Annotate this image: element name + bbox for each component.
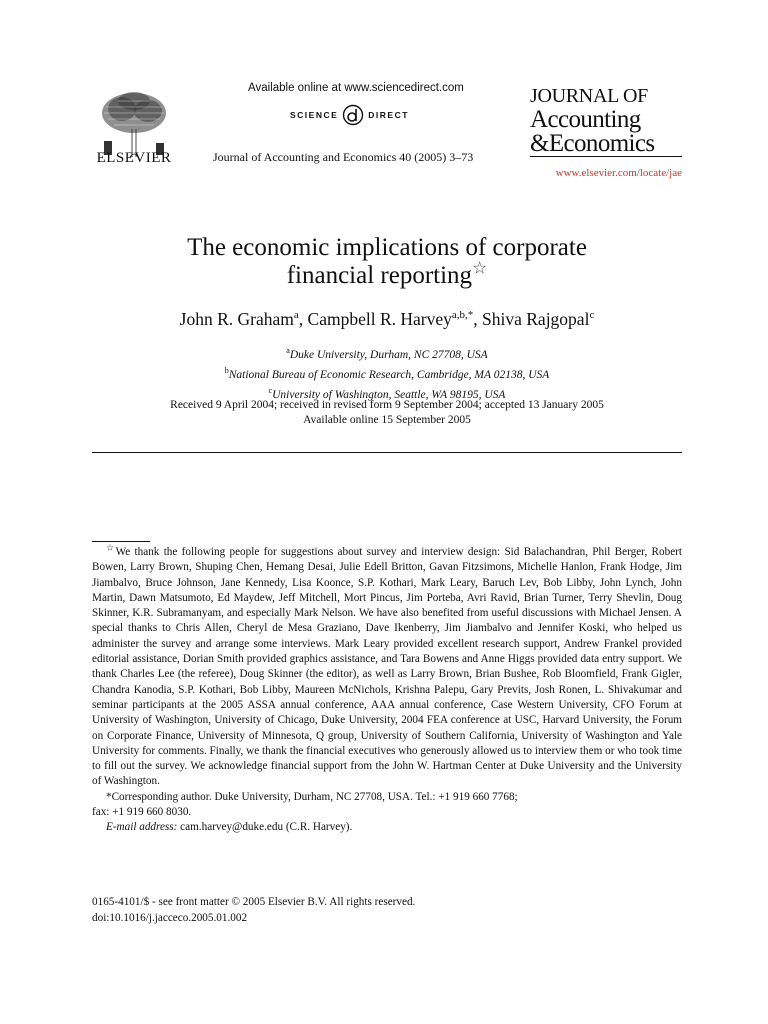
- article-history: [92, 398, 682, 428]
- journal-logo-line1: JOURNAL OF: [530, 85, 648, 107]
- corresponding-author-footnote: *Corresponding author. Duke University, Durham, NC 27708, USA. Tel.: +1 919 660 7768;: [106, 790, 518, 803]
- affiliation-text: University of Washington, Seattle, WA 98195, USA: [272, 388, 506, 401]
- sd-left-text: SCIENCE: [290, 110, 339, 120]
- footnote-star-icon: ☆: [106, 542, 116, 553]
- available-online-date: Available online 15 September 2005: [303, 414, 471, 426]
- title-footnote-mark[interactable]: ☆: [472, 258, 488, 278]
- sciencedirect-d-icon: [342, 104, 364, 126]
- article-title: [92, 234, 682, 290]
- copyright-line: 0165-4101/$ - see front matter © 2005 Elsevier B.V. All rights reserved.: [92, 896, 416, 908]
- affiliation-line: [92, 343, 682, 363]
- journal-logo-rule: [530, 156, 682, 157]
- journal-logo: [530, 86, 690, 156]
- affiliation-text: Duke University, Durham, NC 27708, USA: [289, 348, 488, 361]
- journal-url-link[interactable]: www.elsevier.com/locate/jae: [555, 167, 682, 179]
- journal-logo-line2: Accounting: [530, 106, 641, 133]
- author-sup[interactable]: c: [589, 309, 595, 322]
- author-sup[interactable]: a: [293, 309, 299, 322]
- title-line2-wrap: [92, 258, 682, 290]
- author-name: John R. Graham: [179, 309, 294, 329]
- publisher-name: ELSEVIER: [96, 150, 172, 166]
- email-footnote: [92, 820, 682, 835]
- affiliation-sup: a: [286, 346, 290, 355]
- affiliation-sup: c: [268, 385, 273, 395]
- author-sup[interactable]: a,b,*: [451, 309, 474, 322]
- title-line1: The economic implications of corporate: [187, 234, 587, 261]
- sciencedirect-logo: [290, 104, 409, 126]
- journal-logo-line3: &Economics: [530, 130, 655, 157]
- affiliation-line: [92, 363, 682, 383]
- fax-line: fax: +1 919 660 8030.: [92, 806, 192, 819]
- affiliation-text: National Bureau of Economic Research, Cambridge, MA 02138, USA: [228, 368, 550, 381]
- affiliations: [92, 343, 682, 402]
- email-value[interactable]: cam.harvey@duke.edu (C.R. Harvey).: [180, 821, 353, 834]
- author-name: Campbell R. Harvey: [307, 309, 452, 329]
- footnotes: [92, 542, 682, 836]
- author-list: John R. Graham$^a$, Campbell R. Harvey$^{a,b,*}$, Shiva Rajgopal$^c$: [179, 309, 595, 329]
- acknowledgments-text: We thank the following people for suggestions about survey and interview design: Sid Balachandran, Phil Berger, Robert Bowen, Larry Brown, Shuping Chen, Hemang Desai, Julie Edell Britton, Gavan Fitzsimons, Michelle Hanlon, Frank Hodge, Jim Jiambalvo, Bruce Johnson, Jane Kennedy, Lisa Koonce, S.P. Kothari, Mark Leary, Baruch Lev, Bob Libby, John Lynch, John Martin, Dawn Matsumoto, Ed Maydew, Jeff Mitchell, Mort Pincus, Jim Porteba, Avri Ravid, Brian Turner, Terry Shevlin, Doug Skinner, K.R. Subramanyam, and especially Mark Nelson. We have also benefited from useful discussions with Michael Jensen. A special thanks to Chris Allen, Cheryl de Mesa Graziano, Dave Ikenberry, Jim Jiambalvo and Jennifer Koski, who helped us administer the survey and arrange some interviews. Mark Leary provided excellent research support, Andrew Frankel provided editorial assistance, Dorian Smith provided graphics assistance, and Tara Bowens and Anne Higgs provided data entry support. We thank Charles Lee (the referee), Doug Skinner (the editor), as well as Larry Brown, Brian Bushee, Rob Bloomfield, Frank Gigler, Chandra Kanodia, S.P. Kothari, Bob Libby, Maureen McNichols, Krishna Palepu, Gary Previts, Josh Ronen, L. Shivakumar and seminar participants at the 2005 ASSA annual conference, AAA annual conference, Case Western University, CFO Forum at University of Washington, University of Chicago, Duke University, 2004 FEA conference at USC, Harvard University, the Forum on Corporate Finance, University of Minnesota, Q group, University of Southern California, University of Washington and Yale University for comments. Finally, we thank the financial executives who generously allowed us to interview them or who took time to fill out the survey. We acknowledge financial support from the John W. Hartman Center at Duke University and the University of Washington.: [92, 546, 682, 788]
- author-name: Shiva Rajgopal: [482, 309, 590, 329]
- section-divider: [92, 452, 682, 453]
- affiliation-sup: b: [224, 365, 229, 375]
- doi-line[interactable]: doi:10.1016/j.jacceco.2005.01.002: [92, 911, 248, 924]
- title-line2: financial reporting: [286, 262, 473, 289]
- email-label: E-mail address:: [106, 821, 178, 834]
- footnote-rule: [92, 541, 150, 542]
- acknowledgments-footnote: [92, 542, 682, 790]
- copyright-block: [92, 895, 682, 926]
- sd-right-text: DIRECT: [368, 110, 409, 120]
- journal-citation: Journal of Accounting and Economics 40 (2005) 3–73: [213, 150, 474, 164]
- received-dates: Received 9 April 2004; received in revised form 9 September 2004; accepted 13 January 2005: [170, 399, 604, 411]
- available-online-text[interactable]: Available online at www.sciencedirect.com: [248, 82, 464, 94]
